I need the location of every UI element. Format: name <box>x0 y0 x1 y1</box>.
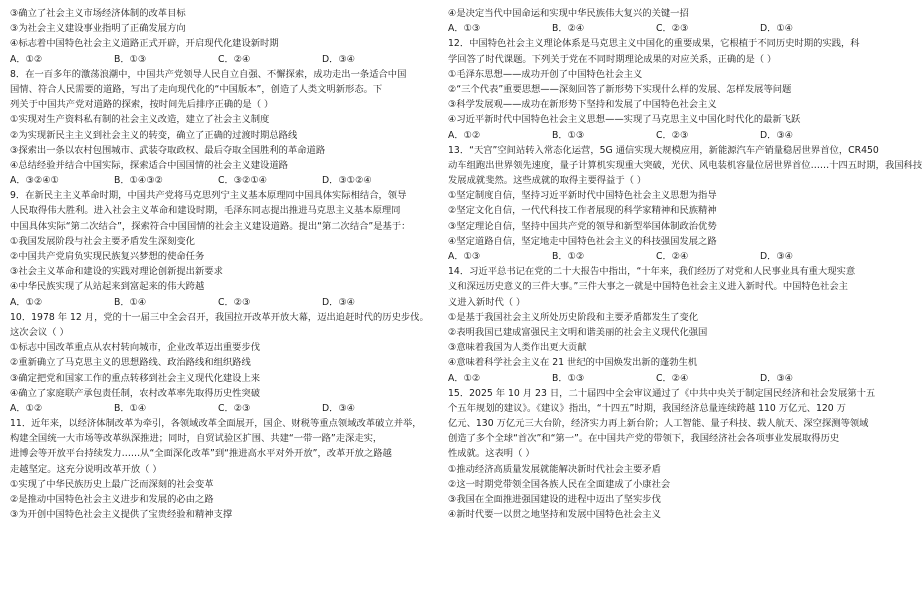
answer-option: A．①③ <box>448 23 481 35</box>
answer-options <box>10 173 426 188</box>
text-line: ①坚定制度自信，坚持习近平新时代中国特色社会主义思想为指导 <box>448 190 717 202</box>
answer-options <box>448 249 864 264</box>
answer-option: D．③④ <box>760 129 794 141</box>
text-line: ④总结经验并结合中国实际，探索适合中国国情的社会主义建设道路 <box>10 159 288 171</box>
left-column <box>10 6 429 522</box>
text-line: ①推动经济高质量发展就能解决新时代社会主要矛盾 <box>448 463 661 475</box>
text-line: ②表明我国已建成富强民主文明和谐美丽的社会主义现代化强国 <box>448 326 708 338</box>
answer-option: D．③④ <box>760 372 794 384</box>
text-line: ②“三个代表”重要思想——深刻回答了新形势下实现什么样的发展、怎样发展等问题 <box>448 83 792 95</box>
text-line: 创造了多个全球“首次”和“第一”。在中国共产党的带领下，我国经济社会各项事业发展取得历史 <box>448 433 840 445</box>
text-line: ③确定把党和国家工作的重点转移到社会主义现代化建设上来 <box>10 372 261 384</box>
answer-option: A．①③ <box>448 251 481 262</box>
text-line: ①毛泽东思想——成功开创了中国特色社会主义 <box>448 68 643 80</box>
answer-options <box>10 401 426 416</box>
text-line: ②这一时期党带领全国各族人民在全面建成了小康社会 <box>448 478 671 490</box>
answer-options <box>448 371 864 386</box>
text-line: 这次会议（ ） <box>10 326 69 338</box>
answer-option: C．②④ <box>656 251 689 262</box>
answer-option: C．②③ <box>218 296 251 308</box>
text-line: 构建全国统一大市场等改革纵深推进；同时，自贸试验区扩围、共建“一带一路”走深走实， <box>10 433 383 445</box>
text-line: ③科学发展观——成功在新形势下坚持和发展了中国特色社会主义 <box>448 99 717 111</box>
answer-option: A．①② <box>448 129 481 141</box>
text-line: 11．近年来，以经济体制改革为牵引，各领域改革全面展开，国企、财税等重点领域改革破立并举， <box>10 418 422 430</box>
text-line: ③我国在全面推进强国建设的进程中迈出了坚实步伐 <box>448 494 661 505</box>
right-column <box>448 6 922 522</box>
answer-option: C．②③ <box>656 23 689 35</box>
answer-option: D．③④ <box>322 296 356 308</box>
text-line: 动车组跑出世界领先速度，量子计算机实现重大突破，光伏、风电装机容量位居世界首位……十四五时期，我国科技 <box>448 159 922 171</box>
text-line: 义和深远历史意义的三件大事。”三件大事之一就是中国特色社会主义进入新时代。中国特色社会主 <box>448 281 848 293</box>
answer-options <box>448 128 864 143</box>
answer-option: C．②③ <box>218 402 251 414</box>
text-line: 人民取得伟大胜利。进入社会主义革命和建设时期，毛泽东同志提出推进马克思主义基本原理同 <box>10 205 401 217</box>
text-line: 15．2025 年 10 月 23 日，二十届四中全会审议通过了《中共中央关于制定国民经济和社会发展第十五 <box>448 387 876 399</box>
answer-option: B．①④ <box>114 402 147 414</box>
answer-options <box>448 21 864 36</box>
answer-option: D．③①②④ <box>322 175 372 187</box>
text-line: ①标志中国改革重点从农村转向城市，企业改革迈出重要步伐 <box>10 342 261 354</box>
text-line: ①是基于我国社会主义所处历史阶段和主要矛盾都发生了变化 <box>448 311 699 323</box>
answer-options <box>10 295 426 310</box>
text-line: ②为实现新民主主义到社会主义的转变，确立了正确的过渡时期总路线 <box>10 129 298 141</box>
text-line: 个五年规划的建议》。《建议》指出，“十四五”时期，我国经济总量连续跨越 110 万亿元、120 万 <box>448 402 846 414</box>
text-line: 中国具体实际“第二次结合”，探索符合中国国情的社会主义建设道路。提出“第二次结合”是基于： <box>10 220 411 232</box>
answer-option: D．③④ <box>760 251 794 262</box>
text-line: ①实现对生产资料私有制的社会主义改造，建立了社会主义制度 <box>10 114 270 126</box>
answer-option: D．③④ <box>322 402 356 414</box>
text-line: ③确立了社会主义市场经济体制的改革目标 <box>10 8 186 19</box>
answer-option: B．②④ <box>552 23 585 35</box>
answer-option: B．①③ <box>114 53 147 65</box>
answer-option: C．②④ <box>218 53 251 65</box>
text-line: 亿元、130 万亿元三大台阶，经济实力再上新台阶；人工智能、量子科技、载人航天、深空探测等领域 <box>448 418 869 430</box>
text-line: 8．在一百多年的激荡浪潮中，中国共产党领导人民自立自强、不懈探索，成功走出一条适合中国 <box>10 68 407 80</box>
text-line: 义进入新时代（ ） <box>448 296 526 308</box>
text-line: 13．“天宫”空间站转入常态化运营，5G 通信实现大规模应用，新能源汽车产销量稳居世界首位，CR450 <box>448 144 879 156</box>
text-line: 进博会等开放平台持续发力……从“全面深化改革”到“推进高水平对外开放”，改革开放之路越 <box>10 448 392 460</box>
answer-option: A．③②④① <box>10 175 59 187</box>
text-line: ②重新确立了马克思主义的思想路线、政治路线和组织路线 <box>10 357 251 369</box>
text-line: ③社会主义革命和建设的实践对理论创新提出新要求 <box>10 266 223 278</box>
text-line: ③坚定理论自信，坚持中国共产党的领导和新型举国体制政治优势 <box>448 220 717 232</box>
text-line: ④标志着中国特色社会主义道路正式开辟，开启现代化建设新时期 <box>10 38 279 50</box>
text-line: ③为开创中国特色社会主义提供了宝贵经验和精神支撑 <box>10 509 233 521</box>
text-line: 国情、符合人民需要的道路，写出了走向现代化的“中国版本”，创造了人类文明新形态。下 <box>10 83 383 95</box>
text-line: 走越坚定。这充分说明改革开放（ ） <box>10 463 162 475</box>
text-line: ④意味着科学社会主义在 21 世纪的中国焕发出新的蓬勃生机 <box>448 357 698 369</box>
text-line: ④坚定道路自信，坚定地走中国特色社会主义的科技强国发展之路 <box>448 235 717 247</box>
text-line: 10．1978 年 12 月，党的十一届三中全会召开，我国拉开改革开放大幕，迈出追赶时代的历史步伐。 <box>10 311 429 323</box>
text-line: 性成就。这表明（ ） <box>448 448 535 460</box>
answer-option: B．①③ <box>552 129 585 141</box>
text-line: ②中国共产党肩负实现民族复兴梦想的使命任务 <box>10 251 205 262</box>
text-line: ③意味着我国为人类作出更大贡献 <box>448 342 587 354</box>
text-line: ①实现了中华民族历史上最广泛而深刻的社会变革 <box>10 478 214 490</box>
text-line: ③探索出一条以农村包围城市、武装夺取政权、最后夺取全国胜利的革命道路 <box>10 144 326 156</box>
answer-options <box>10 52 426 67</box>
answer-option: B．①④ <box>114 296 147 308</box>
text-line: ②坚定文化自信，一代代科技工作者展现的科学家精神和民族精神 <box>448 205 717 217</box>
text-line: ④新时代要一以贯之地坚持和发展中国特色社会主义 <box>448 509 661 521</box>
text-line: ④习近平新时代中国特色社会主义思想——实现了马克思主义中国化时代化的最新飞跃 <box>448 114 801 126</box>
answer-option: D．③④ <box>322 53 356 65</box>
answer-option: C．③②①④ <box>218 175 268 187</box>
text-line: 14．习近平总书记在党的二十大报告中指出，“十年来，我们经历了对党和人民事业具有重大现实意 <box>448 266 856 278</box>
answer-option: B．①③ <box>552 372 585 384</box>
answer-option: B．①④③② <box>114 175 164 187</box>
text-line: 列关于中国共产党对道路的探索，按时间先后排序正确的是（ ） <box>10 99 274 111</box>
text-line: 12．中国特色社会主义理论体系是马克思主义中国化的重要成果，它根植于不同历史时期的实践，科 <box>448 38 860 50</box>
answer-option: A．①② <box>10 53 43 65</box>
text-line: ④中华民族实现了从站起来到富起来的伟大跨越 <box>10 281 205 293</box>
text-line: 9．在新民主主义革命时期，中国共产党将马克思列宁主义基本原理同中国具体实际相结合，领导 <box>10 190 407 202</box>
text-line: ③为社会主义建设事业指明了正确发展方向 <box>10 23 186 35</box>
answer-option: C．②③ <box>656 129 689 141</box>
text-line: 学回答了时代课题。下列关于党在不同时期理论成果的对应关系，正确的是（ ） <box>448 53 777 65</box>
text-line: ①我国发展阶段与社会主要矛盾发生深刻变化 <box>10 235 195 247</box>
answer-option: A．①② <box>448 372 481 384</box>
text-line: ②是推动中国特色社会主义进步和发展的必由之路 <box>10 494 214 505</box>
answer-option: A．①② <box>10 402 43 414</box>
answer-option: C．②④ <box>656 372 689 384</box>
text-line: 发展成就斐然。这些成就的取得主要得益于（ ） <box>448 175 647 187</box>
text-line: ④确立了家庭联产承包责任制，农村改革率先取得历史性突破 <box>10 387 261 399</box>
answer-option: A．①② <box>10 296 43 308</box>
answer-option: D．①④ <box>760 23 794 35</box>
answer-option: B．①② <box>552 251 585 262</box>
text-line: ④是决定当代中国命运和实现中华民族伟大复兴的关键一招 <box>448 8 689 19</box>
